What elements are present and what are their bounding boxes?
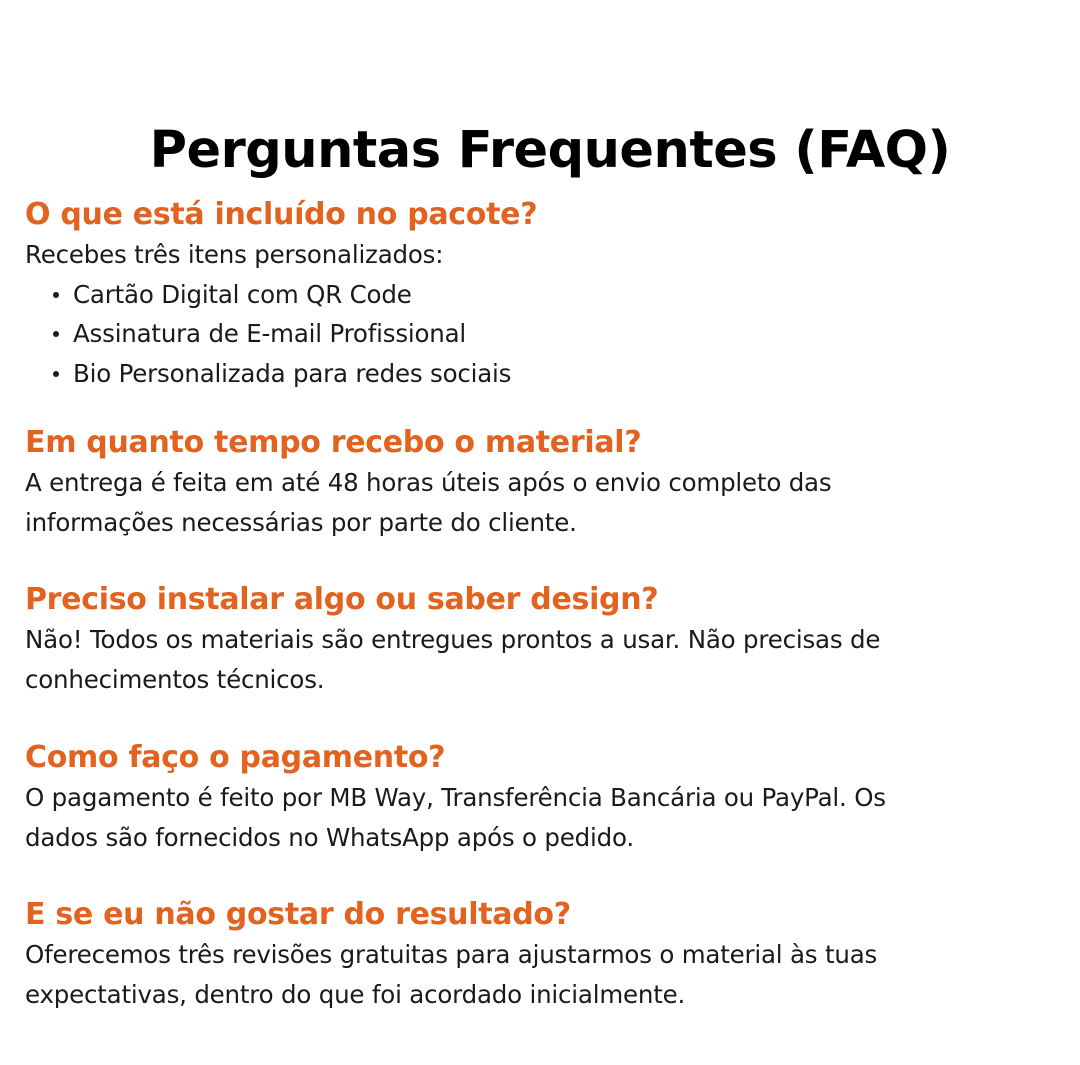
bullet-icon bbox=[53, 292, 59, 298]
faq-answer-line: Não! Todos os materiais são entregues prontos a usar. Não precisas de bbox=[25, 625, 881, 654]
faq-item-package bbox=[25, 195, 1055, 393]
included-items-list bbox=[25, 275, 1055, 394]
faq-answer-line: O pagamento é feito por MB Way, Transferência Bancária ou PayPal. Os bbox=[25, 783, 886, 812]
faq-question: Preciso instalar algo ou saber design? bbox=[25, 582, 659, 617]
faq-answer-line: Oferecemos três revisões gratuitas para ajustarmos o material às tuas bbox=[25, 940, 878, 969]
page-title: Perguntas Frequentes (FAQ) bbox=[149, 121, 951, 181]
faq-answer-line: conhecimentos técnicos. bbox=[25, 664, 325, 694]
faq-answer: Recebes três itens personalizados: bbox=[25, 240, 444, 269]
list-item-label: Bio Personalizada para redes sociais bbox=[73, 358, 512, 388]
list-item bbox=[49, 275, 1055, 315]
faq-answer-line: informações necessárias por parte do cliente. bbox=[25, 507, 577, 537]
faq-item-satisfaction bbox=[25, 895, 1055, 1014]
list-item bbox=[49, 314, 1055, 354]
faq-answer-line: A entrega é feita em até 48 horas úteis após o envio completo das bbox=[25, 468, 832, 497]
faq-question: O que está incluído no pacote? bbox=[25, 197, 538, 232]
faq-item-delivery-time bbox=[25, 423, 1055, 542]
faq-item-payment bbox=[25, 738, 1055, 857]
bullet-icon bbox=[53, 371, 59, 377]
list-item-label: Cartão Digital com QR Code bbox=[73, 279, 412, 309]
faq-answer-line: expectativas, dentro do que foi acordado inicialmente. bbox=[25, 979, 686, 1009]
faq-question: Em quanto tempo recebo o material? bbox=[25, 425, 642, 460]
list-item-label: Assinatura de E-mail Profissional bbox=[73, 319, 467, 348]
faq-question: Como faço o pagamento? bbox=[25, 740, 446, 775]
faq-item-install-design bbox=[25, 580, 1055, 699]
faq-question: E se eu não gostar do resultado? bbox=[25, 897, 571, 932]
faq-answer-line: dados são fornecidos no WhatsApp após o pedido. bbox=[25, 822, 634, 852]
list-item bbox=[49, 354, 1055, 394]
bullet-icon bbox=[53, 331, 59, 337]
